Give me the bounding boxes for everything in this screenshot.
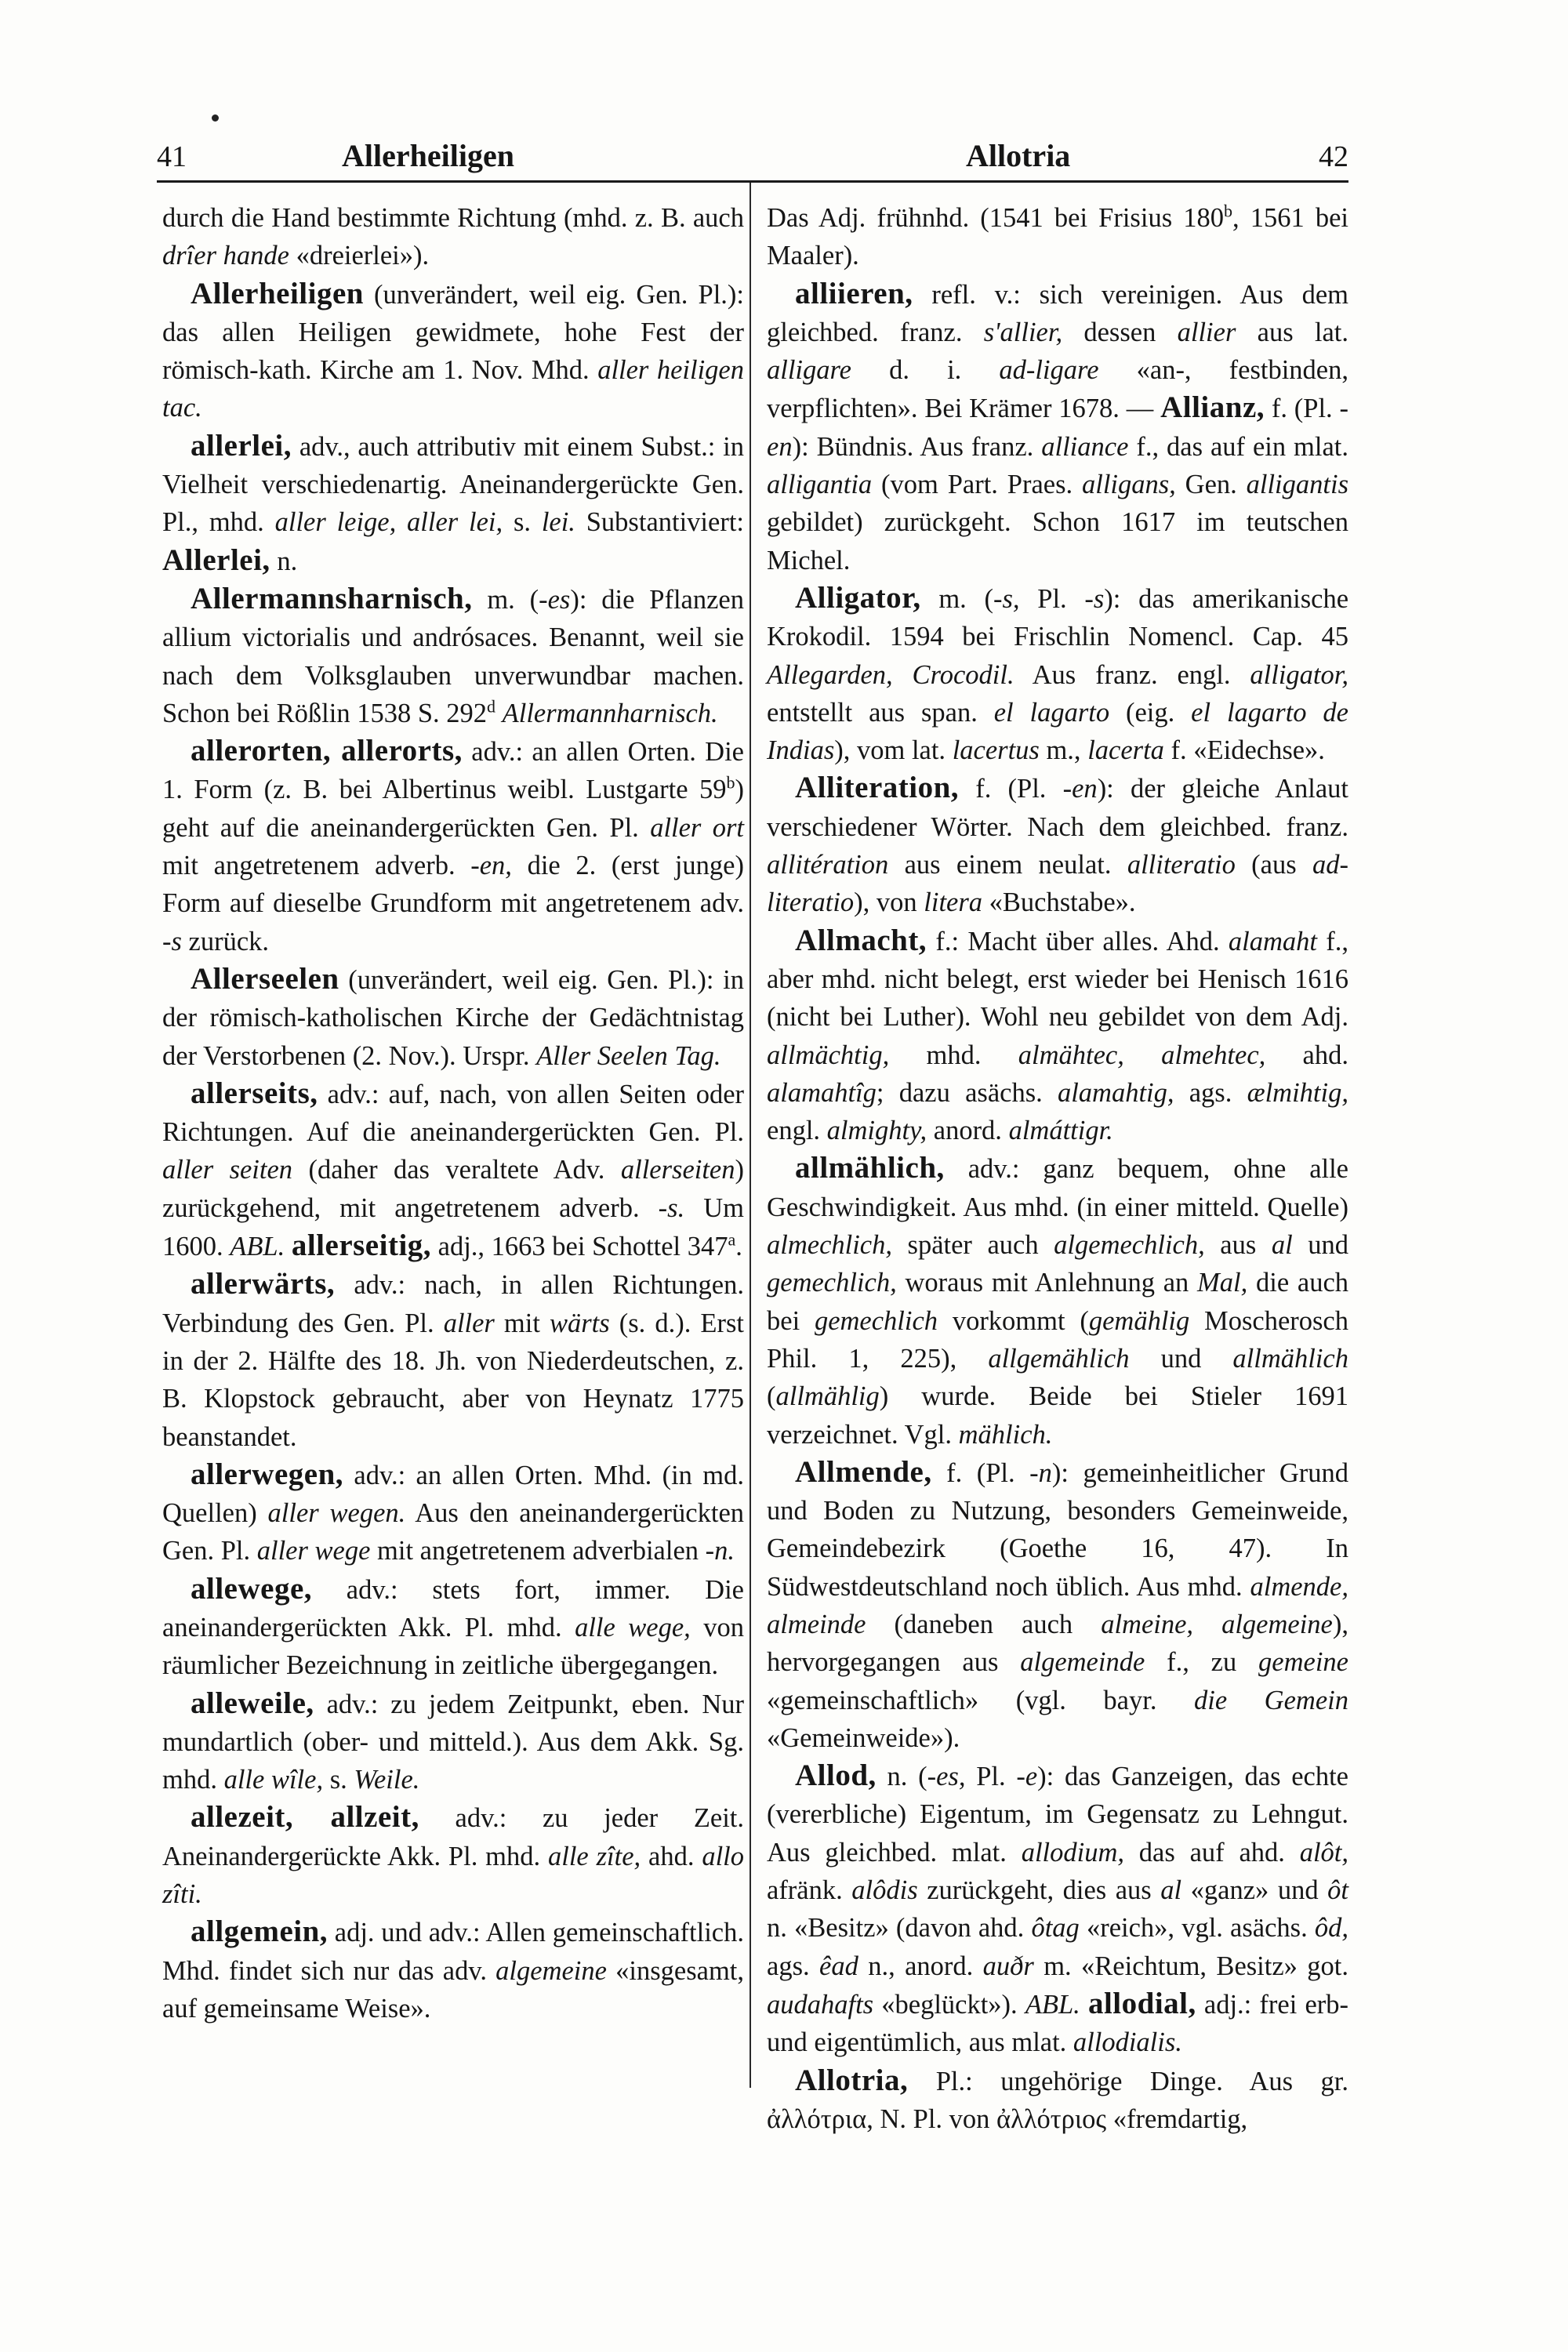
entry-allmacht: Allmacht, f.: Macht über alles. Ahd. alamaht f., aber mhd. nicht belegt, erst wieder bei Henisch 1616 (nicht bei Luther). Wohl neu gebildet von dem Adj. allmächtig, mhd. almähtec, almehtec, ahd. alamahtîg; dazu asächs. alamahtig, ags. ælmihtig, engl. almighty, anord. almáttigr. bbox=[767, 923, 1348, 1146]
page-number-left: 41 bbox=[157, 140, 187, 173]
entry-allod: Allod, n. (-es, Pl. -e): das Ganzeigen, das echte (vererbliche) Eigentum, im Gegensatz zu Lehngut. Aus gleichbed. mlat. allodium, das auf ahd. alôt, afränk. alôdis zurückgeht, dies aus al «ganz» und ôt n. «Besitz» (davon ahd. ôtag «reich», vgl. asächs. ôd, ags. êad n., anord. auðr m. «Reichtum, Besitz» got. audahafts «beglückt»). ABL. allodial, adj.: frei erb- und eigentümlich, aus mlat. allodialis. bbox=[767, 1759, 1348, 2058]
print-speck bbox=[212, 114, 219, 122]
entry-allmende: Allmende, f. (Pl. -n): gemeinheitlicher Grund und Boden zu Nutzung, besonders Gemeinweide, Gemeindebezirk (Goethe 16, 47). In Südwestdeutschland noch üblich. Aus mhd. almende, almeinde (daneben auch almeine, algemeine), hervorgegangen aus algemeinde f., zu gemeine «gemeinschaftlich» (vgl. bayr. die Gemein «Gemeinweide»). bbox=[767, 1454, 1348, 1753]
entry-continuation-right: Das Adj. frühnhd. (1541 bei Frisius 180$^b$, 1561 bei Maaler). bbox=[767, 201, 1348, 271]
entry-allerheiligen: Allerheiligen (unverändert, weil eig. Gen. Pl.): das allen Heiligen gewidmete, hohe Fest der römisch-kath. Kirche am 1. Nov. Mhd. aller heiligen tac. bbox=[162, 276, 744, 423]
entry-continuation: durch die Hand bestimmte Richtung (mhd. z. B. auch drîer hande «dreierlei»). bbox=[162, 203, 744, 271]
entry-allermannsharnisch: Allermannsharnisch, m. (-es): die Pflanzen allium victorialis und andrósaces. Benannt, weil sie nach dem Volksglauben unverwundbar machen. Schon bei Rößlin 1538 S. 292$^d$ Allermannharnisch. bbox=[162, 581, 744, 728]
column-divider bbox=[750, 183, 751, 2088]
entry-allerlei: allerlei, adv., auch attributiv mit einem Subst.: in Vielheit verschiedenartig. Aneinandergerückte Gen. Pl., mhd. aller leige, aller lei, s. lei. Substantiviert: Allerlei, n. bbox=[162, 428, 744, 577]
header-rule bbox=[157, 180, 1348, 183]
entry-allerwaerts: allerwärts, adv.: nach, in allen Richtungen. Verbindung des Gen. Pl. aller mit wärts (s. d.). Erst in der 2. Hälfte des 18. Jh. von Niederdeutschen, z. B. Klopstock gebraucht, aber von Heynatz 1775 beanstandet. bbox=[162, 1267, 744, 1452]
entry-allerorten: allerorten, allerorts, adv.: an allen Orten. Die 1. Form (z. B. bei Albertinus weibl. Lustgarte 59$^b$) geht auf die aneinandergerückten Gen. Pl. aller ort mit angetretenem adverb. -en, die 2. (erst junge) Form auf dieselbe Grundform mit angetretenem adv. -s zurück. bbox=[162, 734, 745, 956]
entry-alliieren: alliieren, refl. v.: sich vereinigen. Aus dem gleichbed. franz. s'allier, dessen allier aus lat. alligare d. i. ad-ligare «an-, festbinden, verpflichten». Bei Krämer 1678. — Allianz, f. (Pl. -en): Bündnis. Aus franz. alliance f., das auf ein mlat. alligantia (vom Part. Praes. alligans, Gen. alligantis gebildet) zurückgeht. Schon 1617 im teutschen Michel. bbox=[767, 276, 1349, 575]
entry-allerseelen: Allerseelen (unverändert, weil eig. Gen. Pl.): in der römisch-katholischen Kirche der Gedächtnistag der Verstorbenen (2. Nov.). Urspr. Aller Seelen Tag. bbox=[162, 961, 744, 1071]
left-column bbox=[162, 199, 744, 2027]
entry-allotria: Allotria, Pl.: ungehörige Dinge. Aus gr. ἀλλότρια, N. Pl. von ἀλλότριος «fremdartig, bbox=[767, 2063, 1348, 2134]
entry-allmaehlich: allmählich, adv.: ganz bequem, ohne alle Geschwindigkeit. Aus mhd. (in einer mitteld. Quelle) almechlich, später auch algemechlich, aus al und gemechlich, woraus mit Anlehnung an Mal, die auch bei gemechlich vorkommt (gemählig Moscherosch Phil. 1, 225), allgemählich und allmählich (allmählig) wurde. Beide bei Stieler 1691 verzeichnet. Vgl. mählich. bbox=[767, 1151, 1349, 1450]
running-headword-right: Allotria bbox=[966, 138, 1071, 173]
entry-alleweile: alleweile, adv.: zu jedem Zeitpunkt, eben. Nur mundartlich (ober- und mitteld.). Aus dem Akk. Sg. mhd. alle wîle, s. Weile. bbox=[162, 1686, 744, 1795]
entry-allerwegen: allerwegen, adv.: an allen Orten. Mhd. (in md. Quellen) aller wegen. Aus den aneinandergerückten Gen. Pl. aller wege mit angetretenem adverbialen -n. bbox=[162, 1457, 745, 1566]
right-column bbox=[767, 199, 1348, 2138]
entry-alligator: Alligator, m. (-s, Pl. -s): das amerikanische Krokodil. 1594 bei Frischlin Nomencl. Cap. 45 Allegarden, Crocodil. Aus franz. engl. alligator, entstellt aus span. el lagarto (eig. el lagarto de Indias), vom lat. lacertus m., lacerta f. «Eidechse». bbox=[767, 580, 1349, 766]
entry-allerseits: allerseits, adv.: auf, nach, von allen Seiten oder Richtungen. Auf die aneinandergerückten Gen. Pl. aller seiten (daher das veraltete Adv. allerseiten) zurückgehend, mit angetretenem adverb. -s. Um 1600. ABL. allerseitig, adj., 1663 bei Schottel 347$^a$. bbox=[162, 1076, 745, 1263]
entry-allezeit: allezeit, allzeit, adv.: zu jeder Zeit. Aneinandergerückte Akk. Pl. mhd. alle zîte, ahd. allo zîti. bbox=[162, 1800, 744, 1910]
running-headword-left: Allerheiligen bbox=[342, 138, 514, 173]
entry-allgemein: allgemein, adj. und adv.: Allen gemeinschaftlich. Mhd. findet sich nur das adv. algemeine «insgesamt, auf gemeinsame Weise». bbox=[162, 1915, 745, 2024]
page-number-right: 42 bbox=[1319, 140, 1348, 173]
entry-alliteration: Alliteration, f. (Pl. -en): der gleiche Anlaut verschiedener Wörter. Nach dem gleichbed. franz. allitération aus einem neulat. alliteratio (aus ad-literatio), von litera «Buchstabe». bbox=[767, 771, 1348, 918]
entry-allewege: allewege, adv.: stets fort, immer. Die aneinandergerückten Akk. Pl. mhd. alle wege, von räumlicher Bezeichnung in zeitliche übergegangen. bbox=[162, 1571, 744, 1681]
running-header bbox=[157, 132, 1348, 180]
